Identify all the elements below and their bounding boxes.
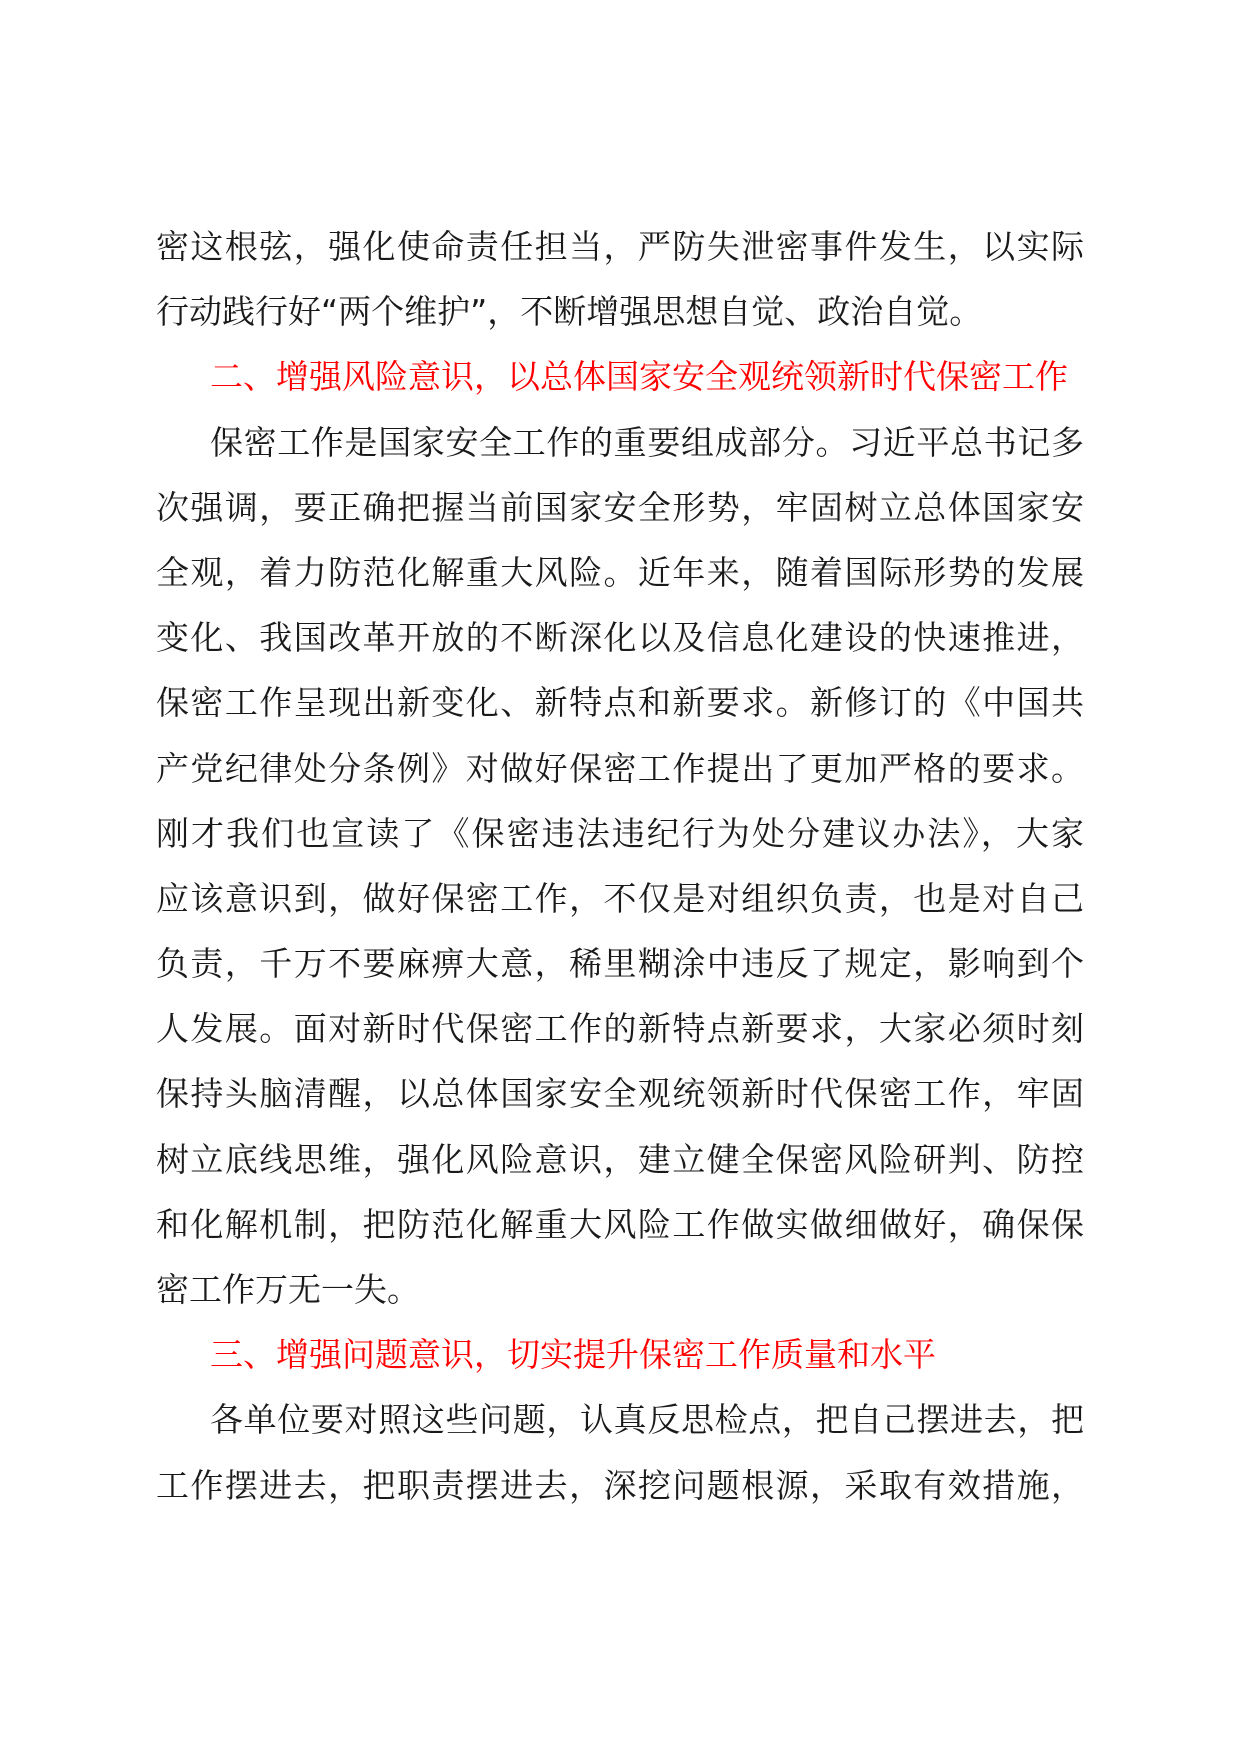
- paragraph-line: 保持头脑清醒，以总体国家安全观统领新时代保密工作，牢固: [156, 1074, 1084, 1114]
- document-body: [156, 214, 1084, 1518]
- paragraph-line: 各单位要对照这些问题，认真反思检点，把自己摆进去，把: [210, 1400, 1084, 1440]
- paragraph-line: 负责，千万不要麻痹大意，稀里糊涂中违反了规定，影响到个: [156, 944, 1084, 984]
- paragraph-line: 人发展。面对新时代保密工作的新特点新要求，大家必须时刻: [156, 1009, 1084, 1049]
- section-2-paragraph: [156, 410, 1084, 1323]
- paragraph-line: 和化解机制，把防范化解重大风险工作做实做细做好，确保保: [156, 1204, 1084, 1244]
- paragraph-line: 密这根弦，强化使命责任担当，严防失泄密事件发生，以实际: [156, 227, 1084, 266]
- section-heading-2: 二、增强风险意识，以总体国家安全观统领新时代保密工作: [210, 357, 1068, 397]
- paragraph-line: 变化、我国改革开放的不断深化以及信息化建设的快速推进，: [156, 618, 1084, 658]
- paragraph-line: 树立底线思维，强化风险意识，建立健全保密风险研判、防控: [156, 1139, 1084, 1179]
- paragraph-line: 密工作万无一失。: [156, 1270, 420, 1309]
- section-3-paragraph: [156, 1387, 1084, 1517]
- paragraph-line: 保密工作是国家安全工作的重要组成部分。习近平总书记多: [210, 422, 1084, 462]
- continuation-paragraph: [156, 214, 1084, 344]
- paragraph-line: 次强调，要正确把握当前国家安全形势，牢固树立总体国家安: [156, 487, 1084, 527]
- paragraph-line: 刚才我们也宣读了《保密违法违纪行为处分建议办法》，大家: [156, 813, 1084, 853]
- paragraph-line: 保密工作呈现出新变化、新特点和新要求。新修订的《中国共: [156, 683, 1084, 723]
- paragraph-line: 全观，着力防范化解重大风险。近年来，随着国际形势的发展: [156, 552, 1084, 592]
- paragraph-line: 行动践行好“两个维护”，不断增强思想自觉、政治自觉。: [156, 292, 983, 332]
- section-heading-3: 三、增强问题意识，切实提升保密工作质量和水平: [210, 1335, 936, 1375]
- paragraph-line: 应该意识到，做好保密工作，不仅是对组织负责，也是对自己: [156, 878, 1084, 918]
- paragraph-line: 产党纪律处分条例》对做好保密工作提出了更加严格的要求。: [156, 748, 1084, 788]
- paragraph-line: 工作摆进去，把职责摆进去，深挖问题根源，采取有效措施，: [156, 1465, 1084, 1505]
